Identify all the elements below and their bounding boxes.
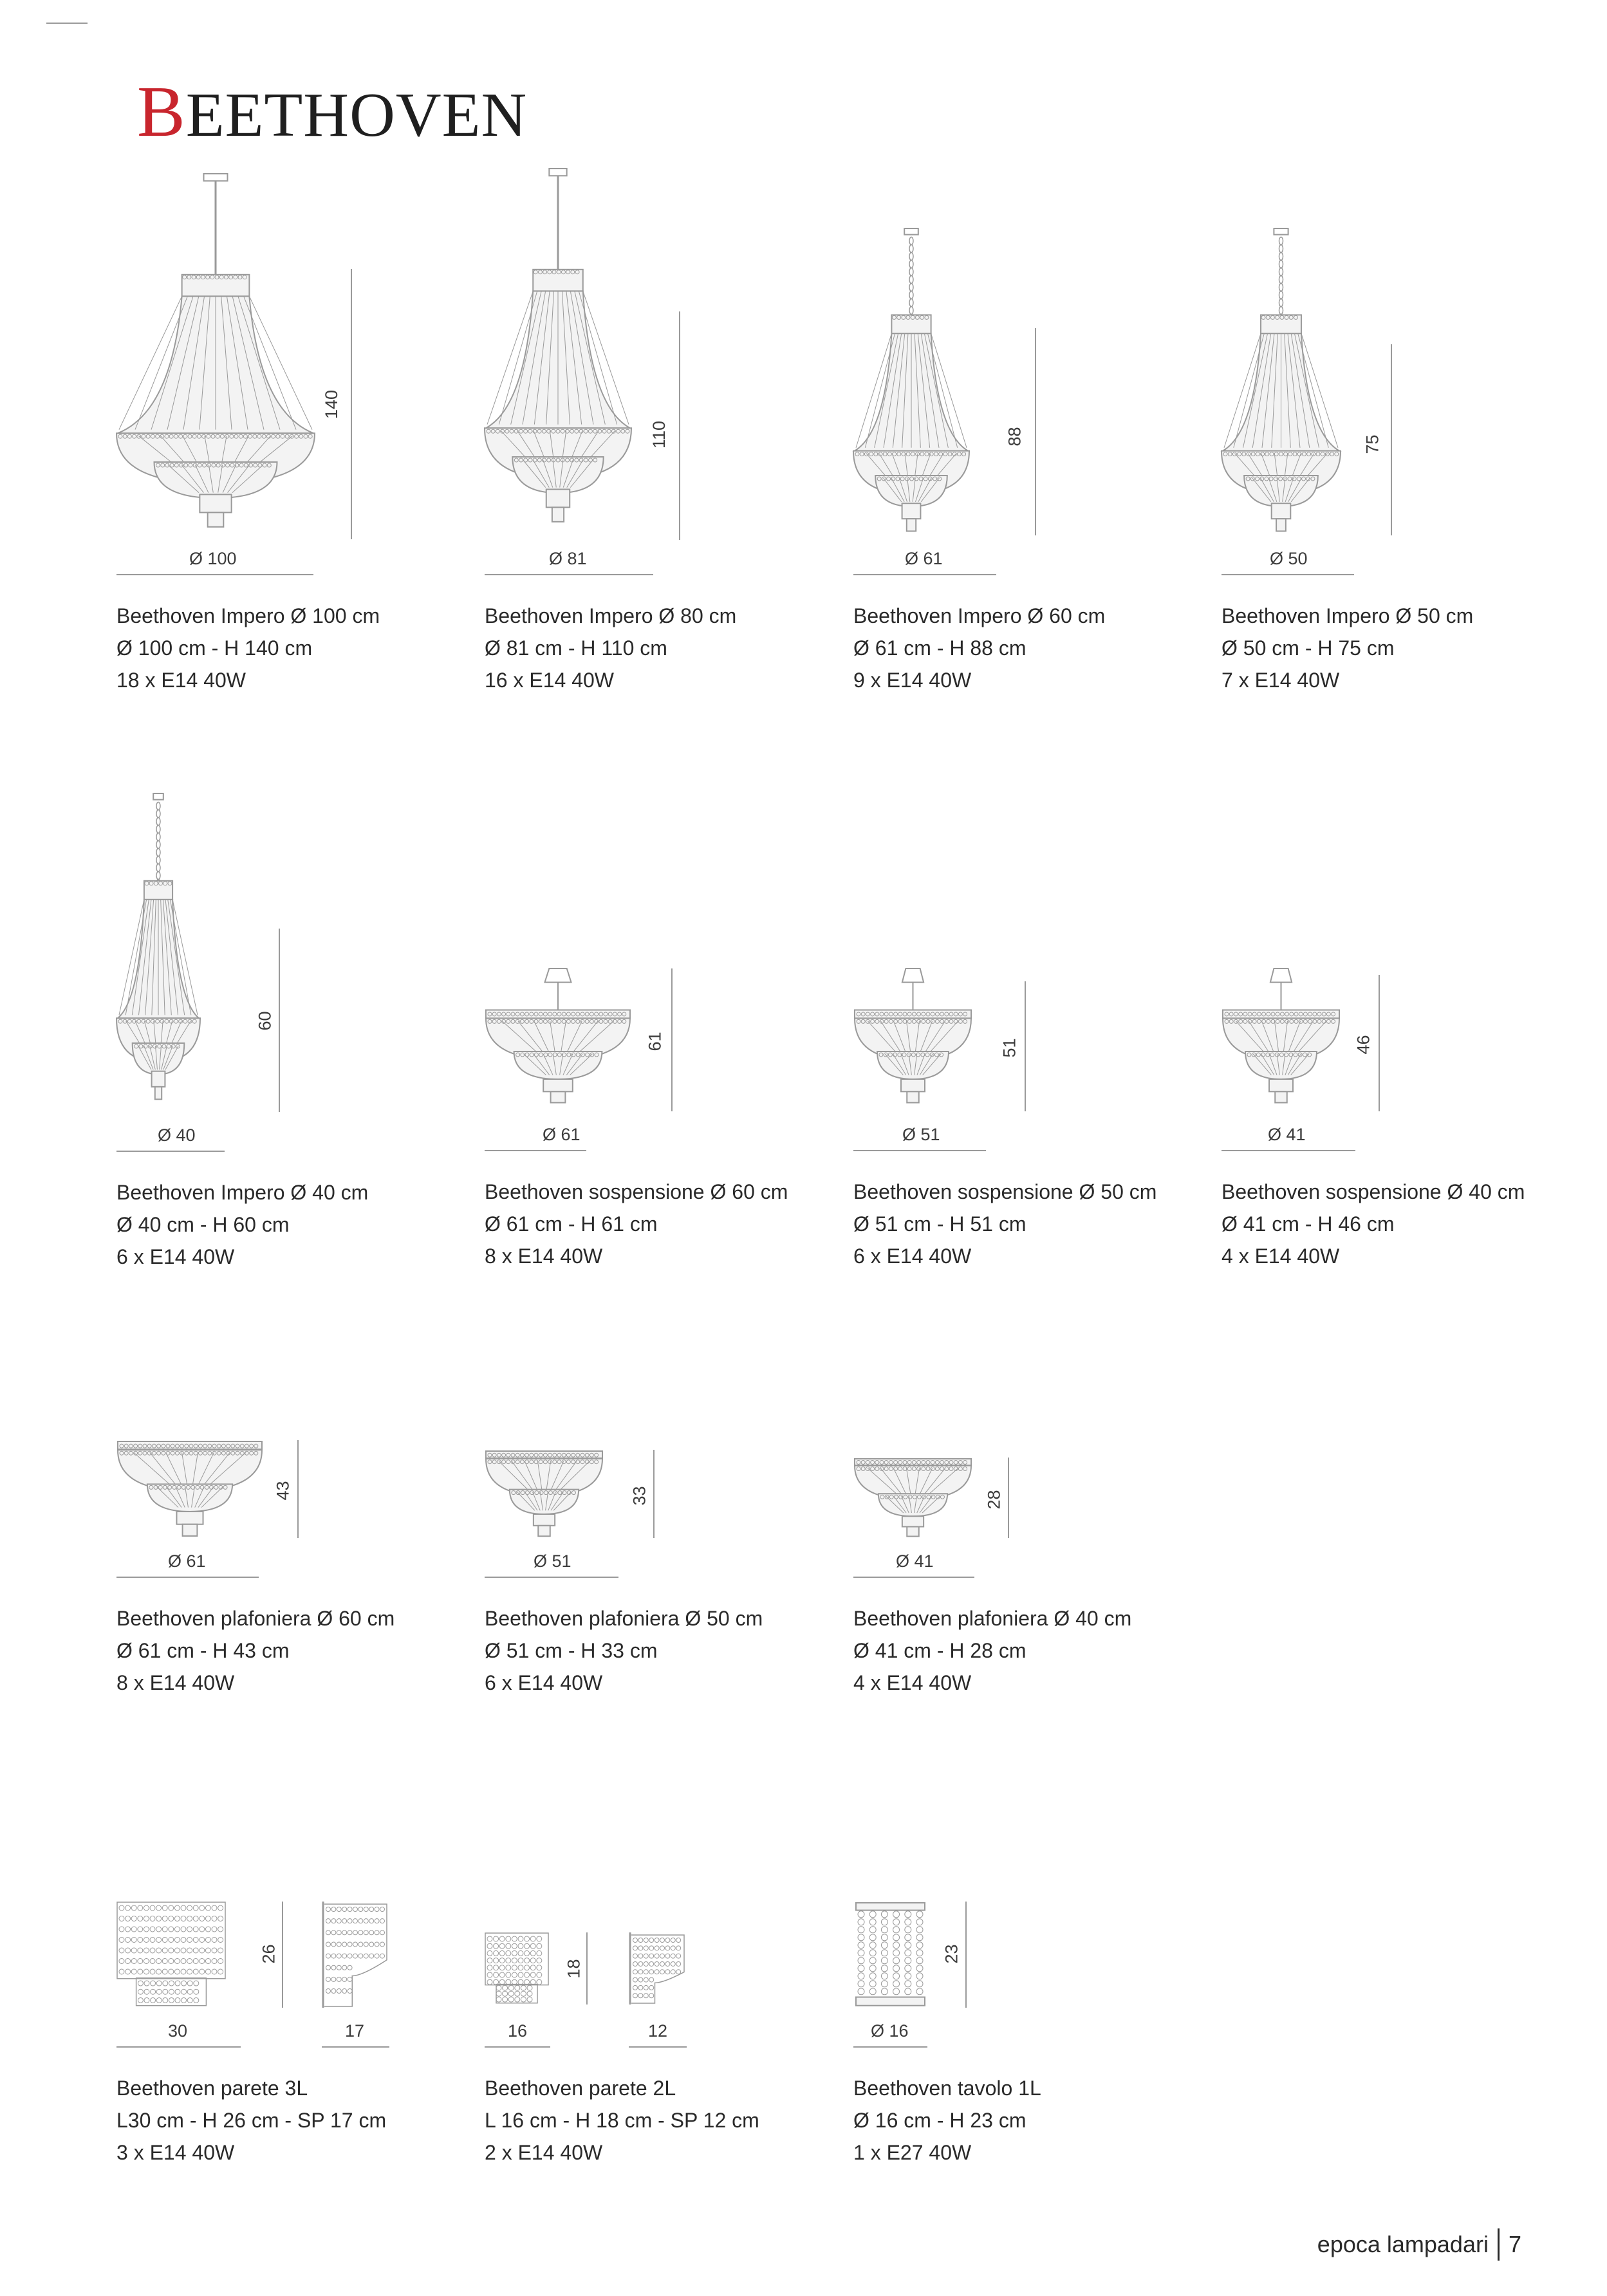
height-dimension-line [1025,981,1026,1111]
width-label: Ø 81 [549,549,587,568]
product-info [116,2072,386,2169]
height-dimension-line [1008,1458,1009,1538]
width-dimension-line [116,1577,259,1578]
height-dimension-line [586,1932,588,2004]
product-name: Beethoven Impero Ø 40 cm [116,1181,369,1204]
product-bulbs: 4 x E14 40W [1222,1245,1340,1268]
width-dimension-line [853,574,996,575]
product-info [485,600,736,696]
product-dimensions: Ø 41 cm - H 28 cm [853,1639,1026,1662]
product-name: Beethoven plafoniera Ø 60 cm [116,1607,395,1630]
product-name: Beethoven parete 3L [116,2077,308,2100]
chandelier-drawing [485,968,631,1107]
height-dimension-line [1391,344,1392,535]
width-dimension-line [853,1577,974,1578]
width-label: 16 [508,2021,528,2041]
product-name: Beethoven Impero Ø 50 cm [1222,604,1474,627]
height-dimension-line [679,311,680,540]
width-label: Ø 51 [902,1125,940,1144]
height-label: 75 [1362,434,1382,454]
chandelier-drawing [1222,228,1341,537]
height-dimension-line [653,1450,655,1538]
product-info [853,2072,1041,2169]
width-dimension-line [485,1577,618,1578]
product-bulbs: 6 x E14 40W [116,1245,235,1268]
chandelier-drawing [853,1458,972,1538]
height-dimension-line [1035,328,1036,535]
product-name: Beethoven plafoniera Ø 50 cm [485,1607,763,1630]
height-label: 140 [322,389,342,420]
height-label: 110 [649,420,669,449]
product-name: Beethoven plafoniera Ø 40 cm [853,1607,1132,1630]
product-name: Beethoven Impero Ø 60 cm [853,604,1106,627]
height-label: 46 [1353,1035,1373,1055]
height-label: 88 [1005,427,1025,447]
product-bulbs: 2 x E14 40W [485,2141,603,2164]
product-info [116,600,380,696]
wall-lamp-side-drawing [629,1932,687,2004]
width-label: Ø 40 [158,1125,196,1145]
title-rest: EETHOVEN [185,80,528,150]
product-info [853,600,1105,696]
height-label: 23 [942,1944,961,1964]
product-dimensions: Ø 61 cm - H 43 cm [116,1639,290,1662]
product-info [485,2072,759,2169]
product-dimensions: L30 cm - H 26 cm - SP 17 cm [116,2109,387,2132]
product-bulbs: 4 x E14 40W [853,1671,972,1694]
product-name: Beethoven Impero Ø 80 cm [485,604,737,627]
product-dimensions: Ø 61 cm - H 61 cm [485,1212,658,1236]
width-label: Ø 61 [543,1125,581,1144]
height-label: 18 [564,1959,584,1979]
depth-label: 12 [648,2021,668,2041]
chandelier-drawing [485,169,631,535]
product-dimensions: Ø 40 cm - H 60 cm [116,1213,290,1236]
wall-lamp-side-drawing [322,1902,389,2008]
product-dimensions: L 16 cm - H 18 cm - SP 12 cm [485,2109,759,2132]
top-rule [46,23,88,24]
product-info [853,1602,1131,1699]
depth-dimension-line [322,2046,389,2048]
height-label: 26 [259,1944,279,1964]
height-dimension-line [1379,975,1380,1111]
product-name: Beethoven tavolo 1L [853,2077,1041,2100]
height-dimension-line [279,929,280,1112]
product-dimensions: Ø 16 cm - H 23 cm [853,2109,1026,2132]
product-info [1222,600,1473,696]
height-label: 51 [999,1038,1019,1058]
height-label: 28 [984,1490,1004,1510]
chandelier-drawing [116,793,200,1106]
product-bulbs: 1 x E27 40W [853,2141,972,2164]
product-info [853,1176,1156,1272]
product-name: Beethoven sospensione Ø 60 cm [485,1180,788,1203]
width-dimension-line [853,2046,927,2048]
product-info [116,1176,368,1273]
product-dimensions: Ø 51 cm - H 51 cm [853,1212,1026,1236]
chandelier-drawing [485,1450,604,1538]
chandelier-drawing [116,1440,263,1538]
product-name: Beethoven sospensione Ø 40 cm [1222,1180,1525,1203]
product-name: Beethoven Impero Ø 100 cm [116,604,380,627]
depth-label: 17 [345,2021,365,2041]
width-dimension-line [116,2046,241,2048]
width-dimension-line [1222,1150,1355,1151]
product-info [116,1602,395,1699]
product-dimensions: Ø 61 cm - H 88 cm [853,636,1026,660]
width-label: Ø 51 [534,1551,571,1571]
width-dimension-line [116,574,313,575]
chandelier-drawing [1222,968,1341,1107]
width-label: Ø 16 [871,2021,909,2041]
width-label: 30 [168,2021,188,2041]
product-dimensions: Ø 51 cm - H 33 cm [485,1639,658,1662]
product-name: Beethoven parete 2L [485,2077,676,2100]
product-bulbs: 6 x E14 40W [485,1671,603,1694]
width-dimension-line [116,1151,225,1152]
chandelier-drawing [116,174,315,534]
footer-separator [1498,2228,1500,2261]
product-bulbs: 18 x E14 40W [116,669,246,692]
wall-lamp-front-drawing [116,1902,226,2008]
table-lamp-drawing [853,1902,927,2008]
height-dimension-line [297,1440,299,1538]
product-dimensions: Ø 100 cm - H 140 cm [116,636,313,660]
product-info [485,1176,788,1272]
height-label: 61 [645,1032,665,1051]
page-number: 7 [1508,2231,1521,2257]
height-dimension-line [965,1902,967,2008]
width-dimension-line [1222,574,1354,575]
product-bulbs: 8 x E14 40W [116,1671,235,1694]
chandelier-drawing [853,228,969,537]
width-label: Ø 50 [1270,549,1308,568]
width-label: Ø 41 [1268,1125,1306,1144]
title-initial: B [137,72,186,152]
width-dimension-line [485,2046,550,2048]
product-dimensions: Ø 41 cm - H 46 cm [1222,1212,1395,1236]
width-label: Ø 100 [189,549,237,568]
wall-lamp-front-drawing [485,1932,549,2004]
width-dimension-line [485,1150,586,1151]
depth-dimension-line [629,2046,687,2048]
height-label: 33 [629,1486,649,1506]
height-dimension-line [671,968,673,1111]
height-label: 60 [255,1011,275,1031]
product-bulbs: 16 x E14 40W [485,669,614,692]
chandelier-drawing [853,968,972,1107]
product-bulbs: 8 x E14 40W [485,1245,603,1268]
product-bulbs: 9 x E14 40W [853,669,972,692]
product-bulbs: 3 x E14 40W [116,2141,235,2164]
product-info [485,1602,763,1699]
width-label: Ø 41 [896,1551,934,1571]
product-bulbs: 7 x E14 40W [1222,669,1340,692]
footer-brand: epoca lampadari [1317,2231,1489,2257]
width-label: Ø 61 [168,1551,206,1571]
page-title [137,72,528,152]
product-bulbs: 6 x E14 40W [853,1245,972,1268]
height-label: 43 [273,1481,293,1501]
product-dimensions: Ø 81 cm - H 110 cm [485,636,667,660]
footer [1317,2228,1521,2261]
product-name: Beethoven sospensione Ø 50 cm [853,1180,1157,1203]
product-info [1222,1176,1525,1272]
height-dimension-line [351,269,352,539]
width-label: Ø 61 [905,549,943,568]
product-dimensions: Ø 50 cm - H 75 cm [1222,636,1395,660]
width-dimension-line [853,1150,986,1151]
width-dimension-line [485,574,653,575]
height-dimension-line [282,1902,283,2008]
